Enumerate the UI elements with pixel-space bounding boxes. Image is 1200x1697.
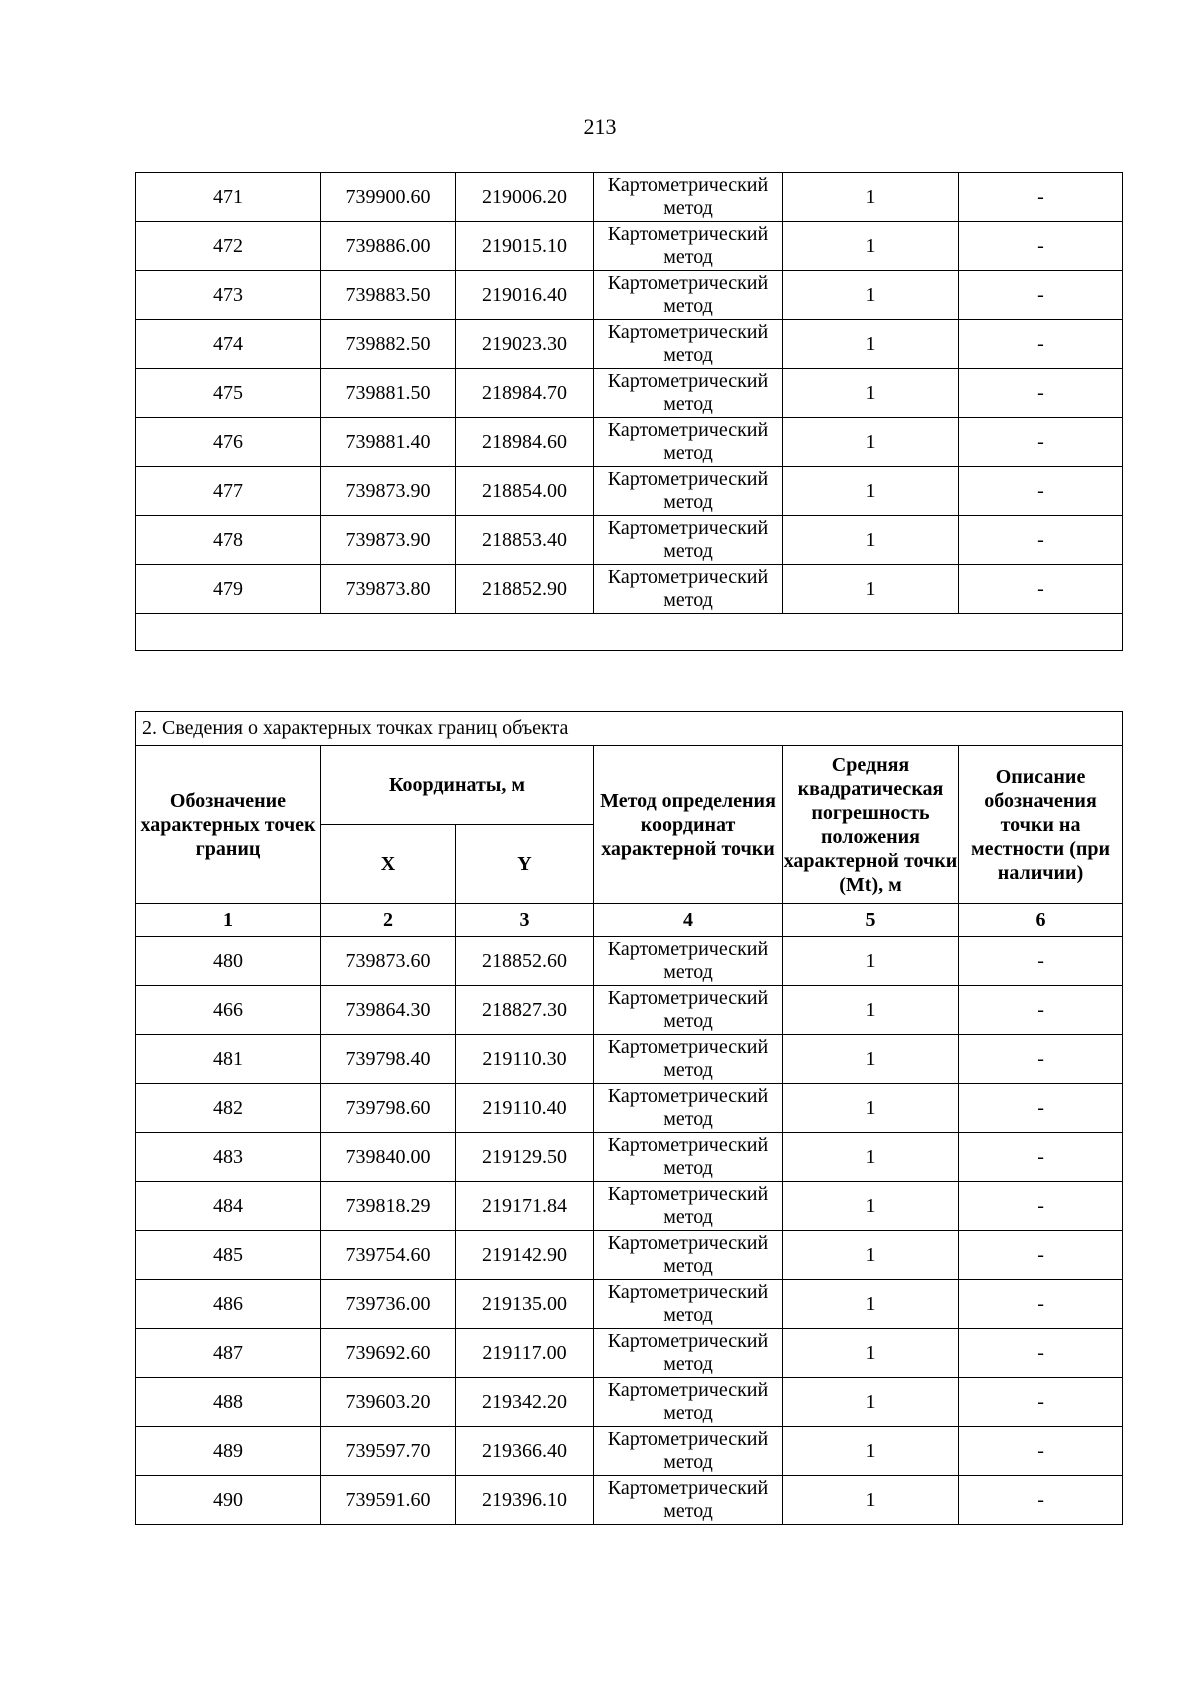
cell-mean-error: 1 [783, 271, 959, 320]
cell-mean-error: 1 [783, 565, 959, 614]
cell-mean-error: 1 [783, 937, 959, 986]
cell-description: - [959, 1035, 1123, 1084]
cell-point: 486 [136, 1280, 321, 1329]
cell-method: Картометрический метод [594, 369, 783, 418]
cell-y: 219366.40 [456, 1427, 594, 1476]
cell-method: Картометрический метод [594, 1280, 783, 1329]
cell-method: Картометрический метод [594, 418, 783, 467]
cell-x: 739692.60 [321, 1329, 456, 1378]
table-row [136, 1427, 1123, 1476]
column-number: 6 [959, 904, 1123, 937]
table-row [136, 937, 1123, 986]
cell-description: - [959, 1133, 1123, 1182]
cell-point: 471 [136, 173, 321, 222]
cell-description: - [959, 937, 1123, 986]
cell-x: 739818.29 [321, 1182, 456, 1231]
cell-y: 219142.90 [456, 1231, 594, 1280]
cell-point: 479 [136, 565, 321, 614]
cell-point: 476 [136, 418, 321, 467]
table-row [136, 1476, 1123, 1525]
table-row [136, 1084, 1123, 1133]
table-row [136, 986, 1123, 1035]
cell-method: Картометрический метод [594, 173, 783, 222]
cell-mean-error: 1 [783, 986, 959, 1035]
cell-y: 218853.40 [456, 516, 594, 565]
coordinates-table-continued [135, 172, 1123, 651]
cell-description: - [959, 1329, 1123, 1378]
table-row [136, 1378, 1123, 1427]
cell-method: Картометрический метод [594, 1378, 783, 1427]
cell-point: 488 [136, 1378, 321, 1427]
cell-method: Картометрический метод [594, 1182, 783, 1231]
cell-x: 739603.20 [321, 1378, 456, 1427]
cell-description: - [959, 986, 1123, 1035]
cell-description: - [959, 1084, 1123, 1133]
cell-y: 218984.70 [456, 369, 594, 418]
cell-mean-error: 1 [783, 369, 959, 418]
cell-description: - [959, 418, 1123, 467]
cell-point: 483 [136, 1133, 321, 1182]
cell-point: 474 [136, 320, 321, 369]
cell-point: 490 [136, 1476, 321, 1525]
cell-x: 739591.60 [321, 1476, 456, 1525]
cell-mean-error: 1 [783, 1378, 959, 1427]
cell-method: Картометрический метод [594, 1084, 783, 1133]
cell-y: 219006.20 [456, 173, 594, 222]
cell-description: - [959, 369, 1123, 418]
cell-mean-error: 1 [783, 1476, 959, 1525]
cell-description: - [959, 516, 1123, 565]
cell-y: 219015.10 [456, 222, 594, 271]
cell-method: Картометрический метод [594, 986, 783, 1035]
cell-y: 218984.60 [456, 418, 594, 467]
cell-y: 219171.84 [456, 1182, 594, 1231]
cell-description: - [959, 222, 1123, 271]
table-row [136, 222, 1123, 271]
cell-mean-error: 1 [783, 1280, 959, 1329]
cell-x: 739754.60 [321, 1231, 456, 1280]
cell-point: 473 [136, 271, 321, 320]
cell-description: - [959, 1280, 1123, 1329]
cell-y: 219110.40 [456, 1084, 594, 1133]
cell-point: 481 [136, 1035, 321, 1084]
cell-method: Картометрический метод [594, 516, 783, 565]
cell-description: - [959, 320, 1123, 369]
empty-cell [136, 614, 1123, 651]
cell-x: 739873.90 [321, 516, 456, 565]
table-body [136, 937, 1123, 1525]
cell-mean-error: 1 [783, 1329, 959, 1378]
cell-x: 739900.60 [321, 173, 456, 222]
table-row [136, 1035, 1123, 1084]
cell-x: 739736.00 [321, 1280, 456, 1329]
cell-method: Картометрический метод [594, 1476, 783, 1525]
cell-method: Картометрический метод [594, 1133, 783, 1182]
cell-mean-error: 1 [783, 1231, 959, 1280]
cell-description: - [959, 271, 1123, 320]
cell-description: - [959, 1182, 1123, 1231]
cell-x: 739882.50 [321, 320, 456, 369]
cell-description: - [959, 1378, 1123, 1427]
header-x: X [321, 825, 456, 904]
cell-description: - [959, 467, 1123, 516]
table-body [136, 173, 1123, 651]
header-point-designation: Обозначение характерных точек границ [136, 746, 321, 904]
table-row [136, 320, 1123, 369]
cell-x: 739864.30 [321, 986, 456, 1035]
cell-method: Картометрический метод [594, 320, 783, 369]
cell-mean-error: 1 [783, 418, 959, 467]
cell-x: 739840.00 [321, 1133, 456, 1182]
cell-y: 219110.30 [456, 1035, 594, 1084]
table-row [136, 1133, 1123, 1182]
column-number: 3 [456, 904, 594, 937]
table-row [136, 1280, 1123, 1329]
cell-y: 218827.30 [456, 986, 594, 1035]
table-row [136, 418, 1123, 467]
table-row [136, 271, 1123, 320]
cell-point: 487 [136, 1329, 321, 1378]
column-number: 5 [783, 904, 959, 937]
cell-method: Картометрический метод [594, 1035, 783, 1084]
cell-description: - [959, 1231, 1123, 1280]
cell-point: 477 [136, 467, 321, 516]
header-method: Метод определения координат характерной точки [594, 746, 783, 904]
cell-point: 489 [136, 1427, 321, 1476]
table-row [136, 173, 1123, 222]
cell-x: 739798.60 [321, 1084, 456, 1133]
table-row [136, 1182, 1123, 1231]
cell-mean-error: 1 [783, 1084, 959, 1133]
table-row [136, 369, 1123, 418]
column-number: 1 [136, 904, 321, 937]
boundary-points-table [135, 711, 1123, 1525]
cell-y: 219117.00 [456, 1329, 594, 1378]
table-row [136, 565, 1123, 614]
cell-mean-error: 1 [783, 1133, 959, 1182]
table-row [136, 1231, 1123, 1280]
cell-method: Картометрический метод [594, 1427, 783, 1476]
header-description: Описание обозначения точки на местности (при наличии) [959, 746, 1123, 904]
cell-description: - [959, 1476, 1123, 1525]
cell-x: 739873.80 [321, 565, 456, 614]
page-number: 213 [583, 114, 617, 139]
cell-description: - [959, 173, 1123, 222]
header-coordinates: Координаты, м [321, 746, 594, 825]
cell-mean-error: 1 [783, 1035, 959, 1084]
column-number: 2 [321, 904, 456, 937]
table-row [136, 467, 1123, 516]
cell-method: Картометрический метод [594, 271, 783, 320]
table-title: 2. Сведения о характерных точках границ объекта [136, 712, 1123, 746]
empty-row [136, 614, 1123, 651]
table-row [136, 1329, 1123, 1378]
cell-mean-error: 1 [783, 1427, 959, 1476]
cell-method: Картометрический метод [594, 937, 783, 986]
cell-x: 739886.00 [321, 222, 456, 271]
cell-point: 475 [136, 369, 321, 418]
cell-y: 219016.40 [456, 271, 594, 320]
cell-x: 739881.50 [321, 369, 456, 418]
cell-x: 739873.90 [321, 467, 456, 516]
cell-mean-error: 1 [783, 320, 959, 369]
cell-point: 482 [136, 1084, 321, 1133]
cell-description: - [959, 565, 1123, 614]
header-mean-error: Средняя квадратическая погрешность положения характерной точки (Mt), м [783, 746, 959, 904]
cell-mean-error: 1 [783, 173, 959, 222]
header-y: Y [456, 825, 594, 904]
cell-point: 484 [136, 1182, 321, 1231]
cell-mean-error: 1 [783, 516, 959, 565]
cell-x: 739883.50 [321, 271, 456, 320]
cell-point: 478 [136, 516, 321, 565]
table-row [136, 516, 1123, 565]
cell-y: 219342.20 [456, 1378, 594, 1427]
cell-method: Картометрический метод [594, 565, 783, 614]
cell-y: 219135.00 [456, 1280, 594, 1329]
cell-mean-error: 1 [783, 1182, 959, 1231]
cell-point: 472 [136, 222, 321, 271]
cell-y: 219023.30 [456, 320, 594, 369]
cell-x: 739597.70 [321, 1427, 456, 1476]
cell-x: 739873.60 [321, 937, 456, 986]
cell-mean-error: 1 [783, 467, 959, 516]
cell-y: 218854.00 [456, 467, 594, 516]
cell-x: 739798.40 [321, 1035, 456, 1084]
cell-method: Картометрический метод [594, 1329, 783, 1378]
cell-point: 485 [136, 1231, 321, 1280]
cell-method: Картометрический метод [594, 1231, 783, 1280]
cell-method: Картометрический метод [594, 467, 783, 516]
cell-y: 218852.60 [456, 937, 594, 986]
cell-mean-error: 1 [783, 222, 959, 271]
cell-method: Картометрический метод [594, 222, 783, 271]
cell-point: 466 [136, 986, 321, 1035]
cell-point: 480 [136, 937, 321, 986]
cell-y: 219129.50 [456, 1133, 594, 1182]
cell-x: 739881.40 [321, 418, 456, 467]
cell-y: 218852.90 [456, 565, 594, 614]
column-number: 4 [594, 904, 783, 937]
cell-description: - [959, 1427, 1123, 1476]
cell-y: 219396.10 [456, 1476, 594, 1525]
